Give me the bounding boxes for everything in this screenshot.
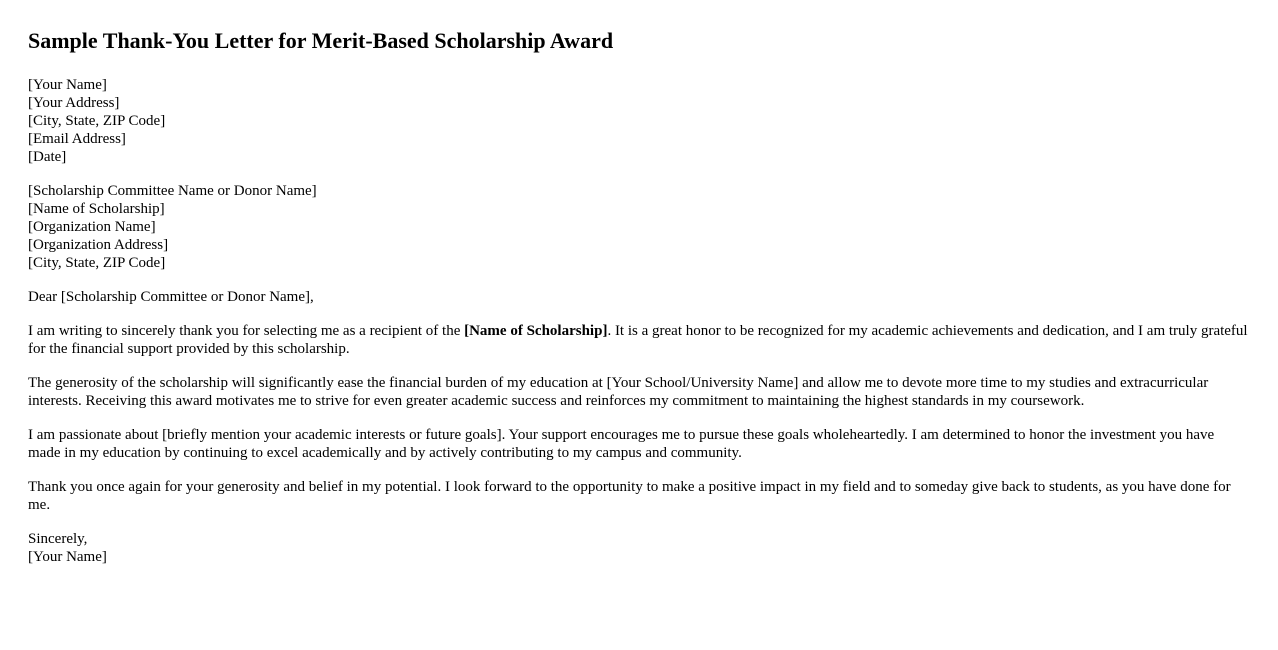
body-paragraph-4: Thank you once again for your generosity and belief in my potential. I look forward to the opportunity to make a positive impact in my field and to someday give back to students, as you have done for me. xyxy=(28,479,1231,513)
body-paragraph-3: I am passionate about [briefly mention your academic interests or future goals]. Your support encourages me to pursue these goals wholeheartedly. I am determined to honor the investment you have made in my education by continuing to excel academically and by actively contributing to my campus and community. xyxy=(28,427,1215,461)
closing-phrase: Sincerely, xyxy=(28,531,88,547)
body-paragraph-2: The generosity of the scholarship will significantly ease the financial burden of my education at [Your School/University Name] and allow me to devote more time to my studies and extracurricular interests. Receiving this award motivates me to strive for even greater academic success and reinforces my commitment to maintaining the highest standards in my coursework. xyxy=(28,375,1209,409)
sender-email: [Email Address] xyxy=(28,131,126,147)
sender-city-state-zip: [City, State, ZIP Code] xyxy=(28,113,166,129)
paragraph-1-text-end: . It is a great honor to be recognized for my academic achievements and dedication, and I am truly grateful for the financial support provided by this scholarship. xyxy=(28,323,1248,357)
letter-closing xyxy=(28,530,1250,566)
paragraph-1-text-start: I am writing to sincerely thank you for selecting me as a recipient of the xyxy=(28,323,465,339)
salutation: Dear [Scholarship Committee or Donor Name], xyxy=(28,289,314,305)
recipient-organization-address: [Organization Address] xyxy=(28,237,169,253)
sender-street-address: [Your Address] xyxy=(28,95,120,111)
signature-name: [Your Name] xyxy=(28,549,107,565)
page-title: Sample Thank-You Letter for Merit-Based Scholarship Award xyxy=(28,28,614,53)
recipient-name: [Scholarship Committee Name or Donor Name] xyxy=(28,183,317,199)
recipient-address xyxy=(28,182,1250,272)
letter-date: [Date] xyxy=(28,149,67,165)
sender-address xyxy=(28,76,1250,166)
scholarship-name-bold: [Name of Scholarship] xyxy=(464,323,608,339)
recipient-organization: [Organization Name] xyxy=(28,219,156,235)
recipient-scholarship-name: [Name of Scholarship] xyxy=(28,201,165,217)
body-paragraph-1 xyxy=(28,322,1250,358)
recipient-city-state-zip: [City, State, ZIP Code] xyxy=(28,255,166,271)
sender-name: [Your Name] xyxy=(28,77,107,93)
